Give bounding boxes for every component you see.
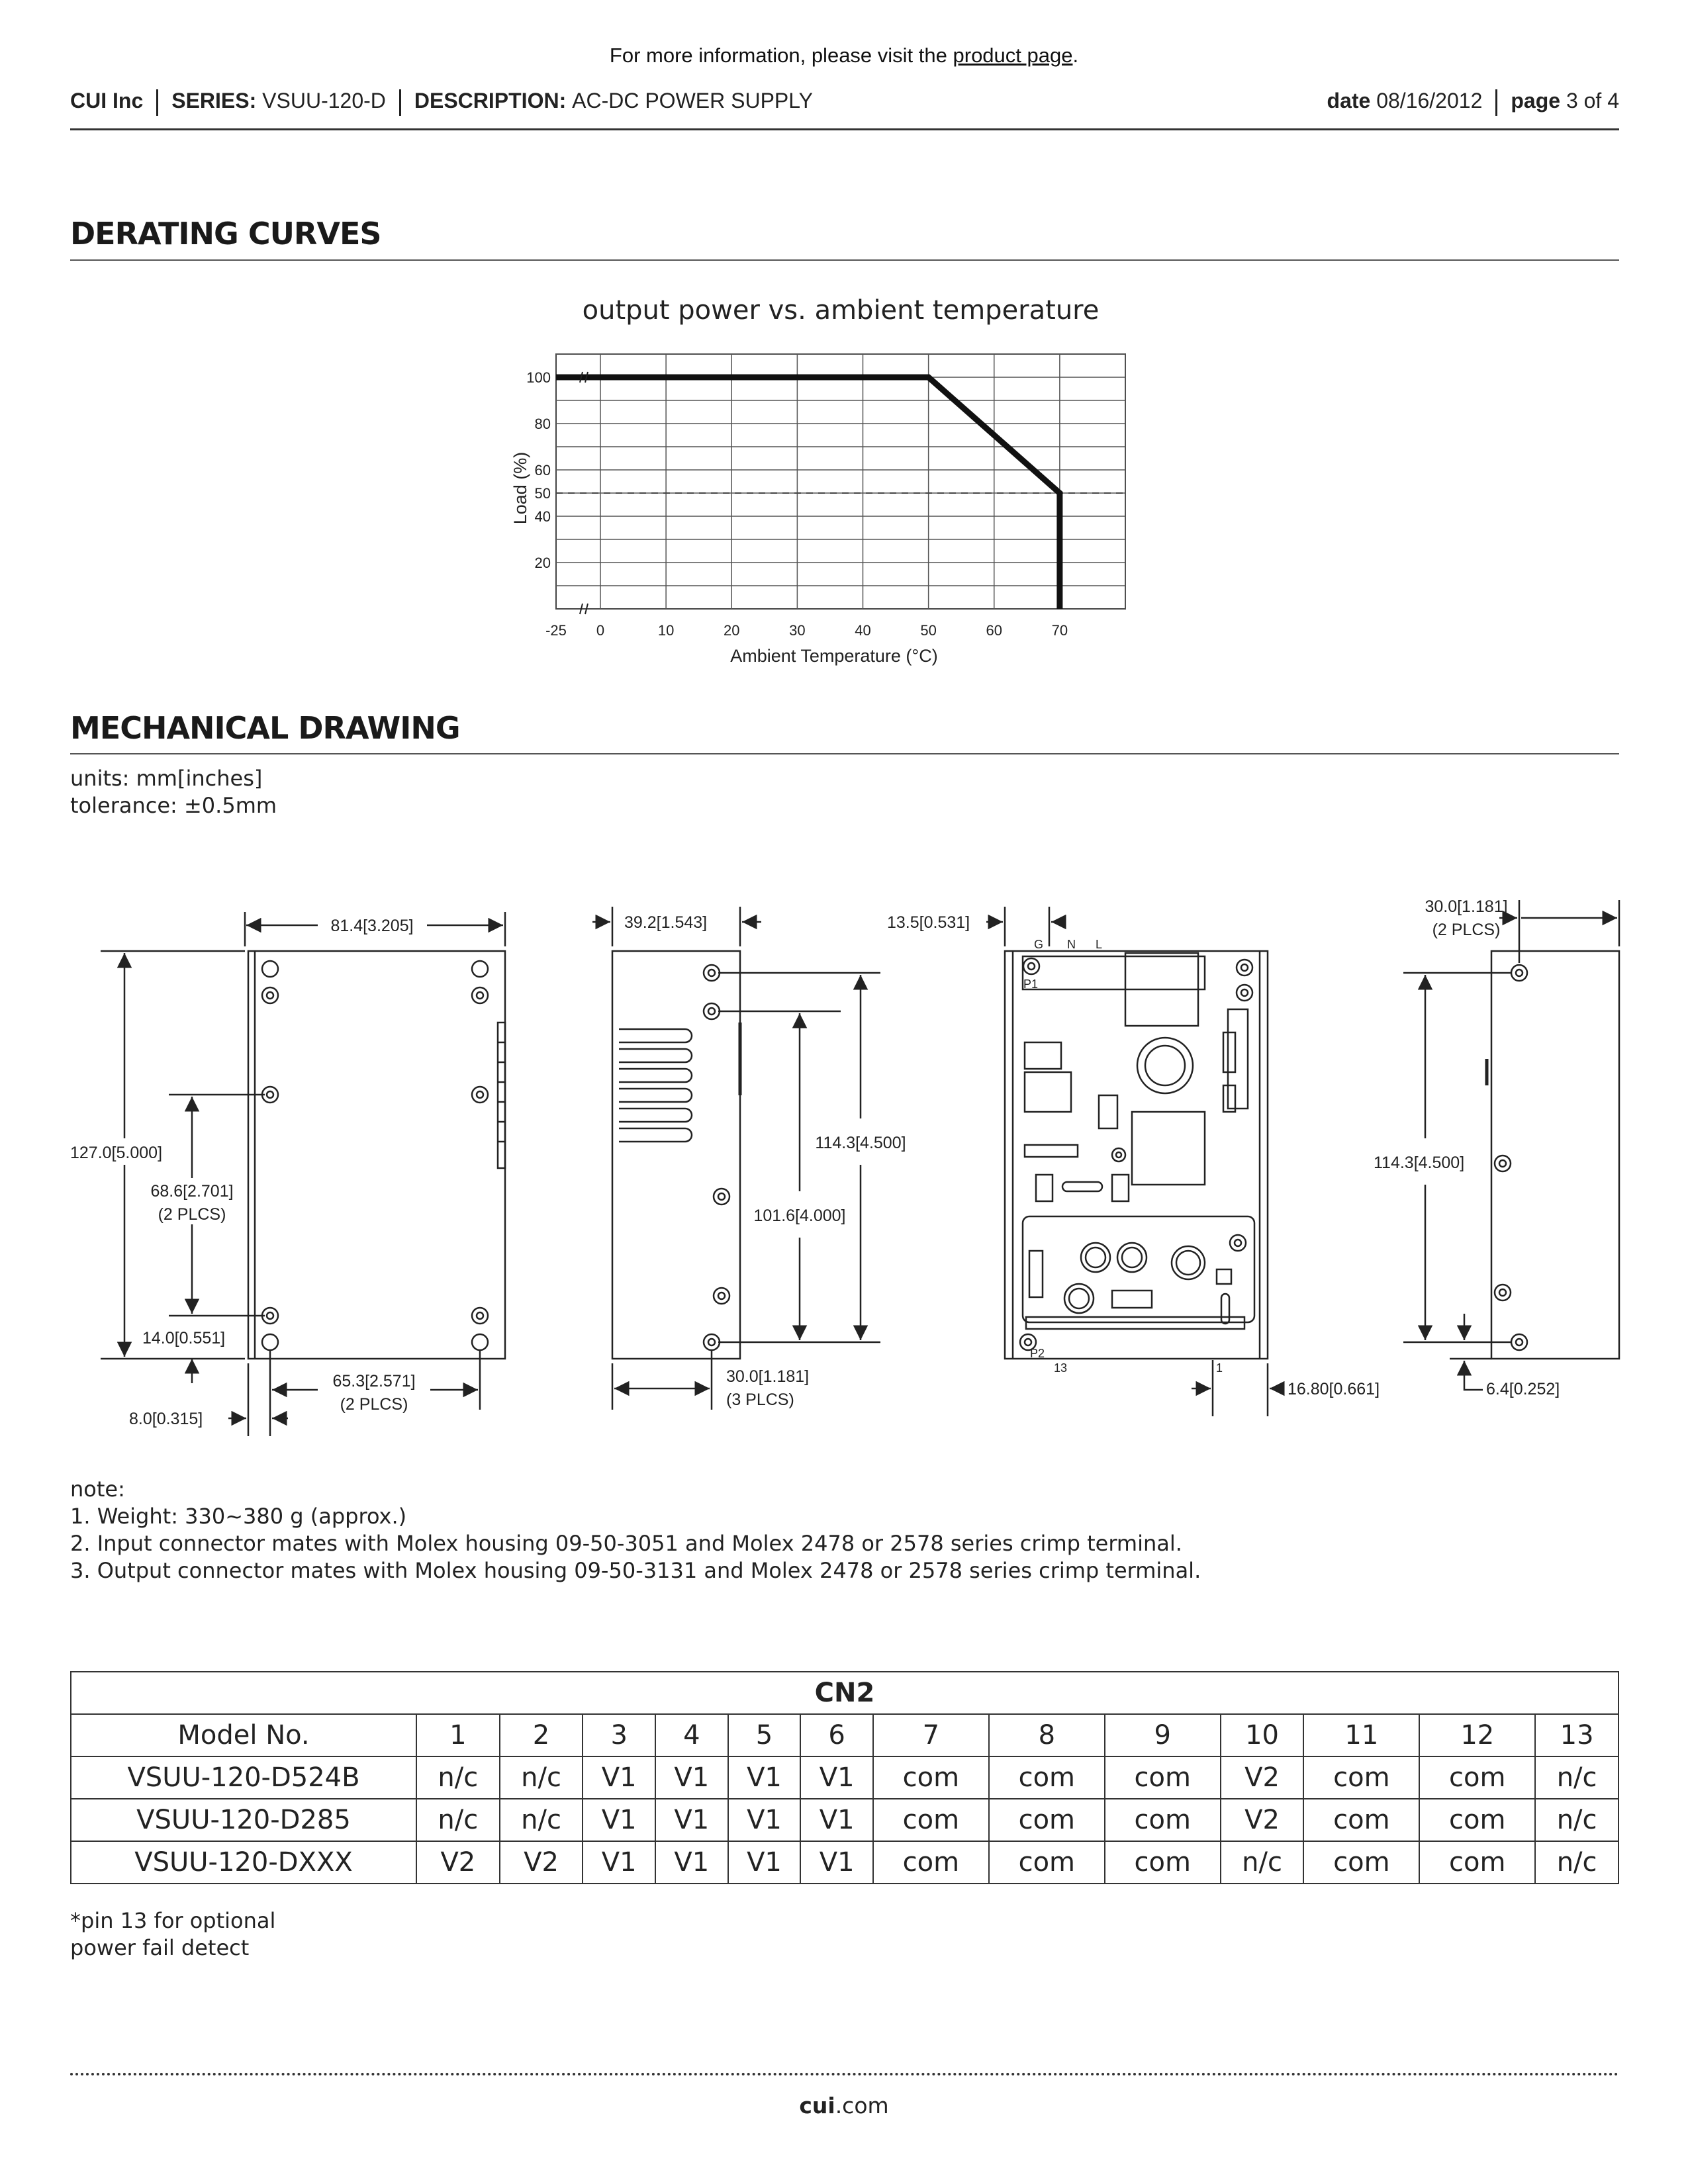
units-text: units: mm[inches] (70, 766, 263, 791)
x-tick-label: 0 (596, 622, 605, 639)
model-cell: VSUU-120-D524B (71, 1756, 416, 1799)
pin-cell: n/c (1535, 1799, 1618, 1841)
product-page-link[interactable]: product page (953, 44, 1073, 67)
cn2-header-pin: 5 (728, 1714, 801, 1756)
model-cell: VSUU-120-DXXX (71, 1841, 416, 1884)
pin-cell: n/c (416, 1756, 500, 1799)
footnote-line-2: power fail detect (70, 1935, 250, 1960)
pin-cell: n/c (1221, 1841, 1304, 1884)
pin-cell: V1 (728, 1756, 801, 1799)
cn2-header-pin: 7 (873, 1714, 989, 1756)
page-label: page (1511, 89, 1561, 113)
notes-title: note: (70, 1477, 125, 1502)
pin-cell: com (1303, 1799, 1419, 1841)
pin-cell: com (1105, 1841, 1221, 1884)
info-line (0, 44, 1688, 68)
date-label: date (1327, 89, 1371, 113)
cn2-header-pin: 2 (500, 1714, 583, 1756)
info-suffix: . (1072, 44, 1079, 67)
dim-16-80: 16.80[0.661] (1288, 1380, 1380, 1398)
note-1: 1. Weight: 330~380 g (approx.) (70, 1504, 407, 1529)
cn2-header-row (71, 1714, 1618, 1756)
pin-cell: V1 (655, 1756, 728, 1799)
footer-rule (70, 2073, 1619, 2075)
table-row (71, 1799, 1618, 1841)
dim-68-6-plcs: (2 PLCS) (158, 1205, 226, 1224)
series-label: SERIES: (171, 89, 257, 113)
x-tick-label: 50 (920, 622, 937, 639)
pin-cell: com (989, 1756, 1105, 1799)
tolerance-text: tolerance: ±0.5mm (70, 793, 277, 818)
footnote-line-1: *pin 13 for optional (70, 1908, 276, 1933)
note-2: 2. Input connector mates with Molex housing 09-50-3051 and Molex 2478 or 2578 series crimp terminal. (70, 1531, 1182, 1556)
cn2-header-pin: 1 (416, 1714, 500, 1756)
pin-cell: com (1419, 1799, 1535, 1841)
y-tick-label: 80 (534, 416, 551, 432)
view1-holes (262, 961, 488, 1350)
y-tick-label: 40 (534, 508, 551, 525)
pin-cell: V1 (800, 1799, 873, 1841)
cn2-header-pin: 6 (800, 1714, 873, 1756)
pin-cell: com (873, 1756, 989, 1799)
view4-outline (1491, 951, 1619, 1359)
footer-domain: .com (835, 2093, 889, 2118)
cn2-header-model: Model No. (71, 1714, 416, 1756)
x-axis-label: Ambient Temperature (°C) (730, 646, 938, 666)
plot-frame (556, 354, 1125, 609)
cn2-header-pin: 8 (989, 1714, 1105, 1756)
dim-13-5: 13.5[0.531] (887, 913, 970, 932)
derating-rule (70, 259, 1619, 261)
pcb-label-p2: P2 (1030, 1347, 1045, 1360)
mechanical-section-title: MECHANICAL DRAWING (70, 710, 460, 746)
derating-section-title: DERATING CURVES (70, 216, 381, 251)
pin-cell: com (1419, 1841, 1535, 1884)
dim-68-6: 68.6[2.701] (150, 1182, 234, 1201)
cn2-header-pin: 3 (583, 1714, 655, 1756)
description-label: DESCRIPTION: (414, 89, 567, 113)
view2-heatsink-fins (619, 1029, 692, 1142)
pcb-label-l: L (1096, 938, 1103, 951)
notes (70, 1476, 1201, 1584)
mechanical-rule (70, 753, 1619, 754)
y-tick-label: 20 (534, 555, 551, 571)
date-value: 08/16/2012 (1376, 89, 1483, 113)
dim-30-view4: 30.0[1.181] (1425, 897, 1508, 916)
pin-cell: com (989, 1799, 1105, 1841)
dim-81-4: 81.4[3.205] (330, 917, 414, 935)
pin-cell: V1 (800, 1756, 873, 1799)
footer-brand: cui (799, 2093, 835, 2118)
x-tick-label: 30 (789, 622, 806, 639)
chart-title: output power vs. ambient temperature (582, 295, 1100, 326)
x-tick-label: 20 (724, 622, 740, 639)
pcb-label-pin13: 13 (1054, 1361, 1068, 1375)
pcb-label-pin1: 1 (1216, 1361, 1223, 1375)
dim-65-3-plcs: (2 PLCS) (340, 1395, 408, 1414)
dim-101-6: 101.6[4.000] (753, 1206, 846, 1225)
pin-cell: V2 (416, 1841, 500, 1884)
pin-cell: V1 (800, 1841, 873, 1884)
pin-cell: V1 (583, 1756, 655, 1799)
cn2-header-pin: 9 (1105, 1714, 1221, 1756)
dim-39-2: 39.2[1.543] (624, 913, 708, 932)
page-header (70, 89, 1619, 118)
view2-outline (612, 951, 740, 1359)
x-tick-label: 70 (1051, 622, 1068, 639)
cn2-header-pin: 13 (1535, 1714, 1618, 1756)
info-prefix: For more information, please visit the (609, 44, 953, 67)
note-3: 3. Output connector mates with Molex housing 09-50-3131 and Molex 2478 or 2578 series crimp terminal. (70, 1558, 1201, 1583)
pin-cell: V2 (500, 1841, 583, 1884)
pcb-label-n: N (1067, 938, 1076, 951)
pin-cell: V2 (1221, 1799, 1304, 1841)
description-value: AC-DC POWER SUPPLY (572, 89, 814, 113)
dim-114-3-view4: 114.3[4.500] (1374, 1154, 1465, 1172)
page-value: 3 of 4 (1566, 89, 1619, 113)
model-cell: VSUU-120-D285 (71, 1799, 416, 1841)
pin-cell: n/c (1535, 1756, 1618, 1799)
series-value: VSUU-120-D (262, 89, 386, 113)
y-tick-label: 50 (534, 485, 551, 502)
view1-outline (248, 951, 505, 1359)
dim-65-3: 65.3[2.571] (332, 1372, 416, 1390)
view4-holes (1495, 965, 1527, 1350)
derating-chart (490, 341, 1139, 678)
footnote (70, 1907, 275, 1962)
pin-cell: n/c (1535, 1841, 1618, 1884)
x-tick-label: -25 (545, 622, 567, 639)
x-tick-label: 40 (855, 622, 871, 639)
dim-127: 127.0[5.000] (70, 1144, 163, 1162)
x-tick-label: 10 (657, 622, 675, 639)
chart-grid (556, 354, 1125, 609)
pin-cell: com (989, 1841, 1105, 1884)
table-row (71, 1841, 1618, 1884)
pin-cell: n/c (416, 1799, 500, 1841)
cn2-body (71, 1756, 1618, 1884)
pin-cell: com (1105, 1756, 1221, 1799)
view2-holes (704, 965, 729, 1350)
company-name: CUI Inc (70, 89, 144, 113)
x-tick-label: 60 (986, 622, 1002, 639)
pin-cell: n/c (500, 1756, 583, 1799)
pcb-label-p1: P1 (1023, 978, 1039, 991)
cn2-header-pin: 12 (1419, 1714, 1535, 1756)
table-row (71, 1756, 1618, 1799)
pin-cell: com (1105, 1799, 1221, 1841)
pin-cell: com (1303, 1841, 1419, 1884)
y-tick-label: 100 (526, 369, 551, 386)
y-axis-label: Load (%) (510, 451, 530, 525)
pin-cell: V1 (655, 1799, 728, 1841)
pin-cell: V2 (1221, 1756, 1304, 1799)
pin-cell: V1 (728, 1799, 801, 1841)
header-rule (70, 128, 1619, 130)
cn2-caption: CN2 (71, 1672, 1618, 1714)
dim-30-view4-plcs: (2 PLCS) (1432, 921, 1501, 939)
pin-cell: V1 (655, 1841, 728, 1884)
pin-cell: V1 (583, 1799, 655, 1841)
pin-cell: V1 (728, 1841, 801, 1884)
mechanical-drawing (0, 860, 1688, 1456)
cn2-header-pin: 4 (655, 1714, 728, 1756)
pin-cell: com (1303, 1756, 1419, 1799)
pin-cell: n/c (500, 1799, 583, 1841)
pin-cell: com (1419, 1756, 1535, 1799)
dim-30-view2: 30.0[1.181] (726, 1367, 810, 1386)
pcb-label-g: G (1034, 938, 1044, 951)
pin-cell: V1 (583, 1841, 655, 1884)
pin-cell: com (873, 1799, 989, 1841)
cn2-header-pin: 10 (1221, 1714, 1304, 1756)
y-tick-label: 60 (534, 462, 551, 478)
dim-8: 8.0[0.315] (129, 1410, 203, 1428)
dim-30-view2-plcs: (3 PLCS) (726, 1390, 794, 1409)
cn2-header-pin: 11 (1303, 1714, 1419, 1756)
dim-14: 14.0[0.551] (142, 1329, 226, 1347)
dim-6-4: 6.4[0.252] (1486, 1380, 1560, 1398)
dim-114-3-view2: 114.3[4.500] (815, 1134, 906, 1152)
footer (0, 2093, 1688, 2118)
pin-cell: com (873, 1841, 989, 1884)
cn2-table (70, 1671, 1619, 1884)
